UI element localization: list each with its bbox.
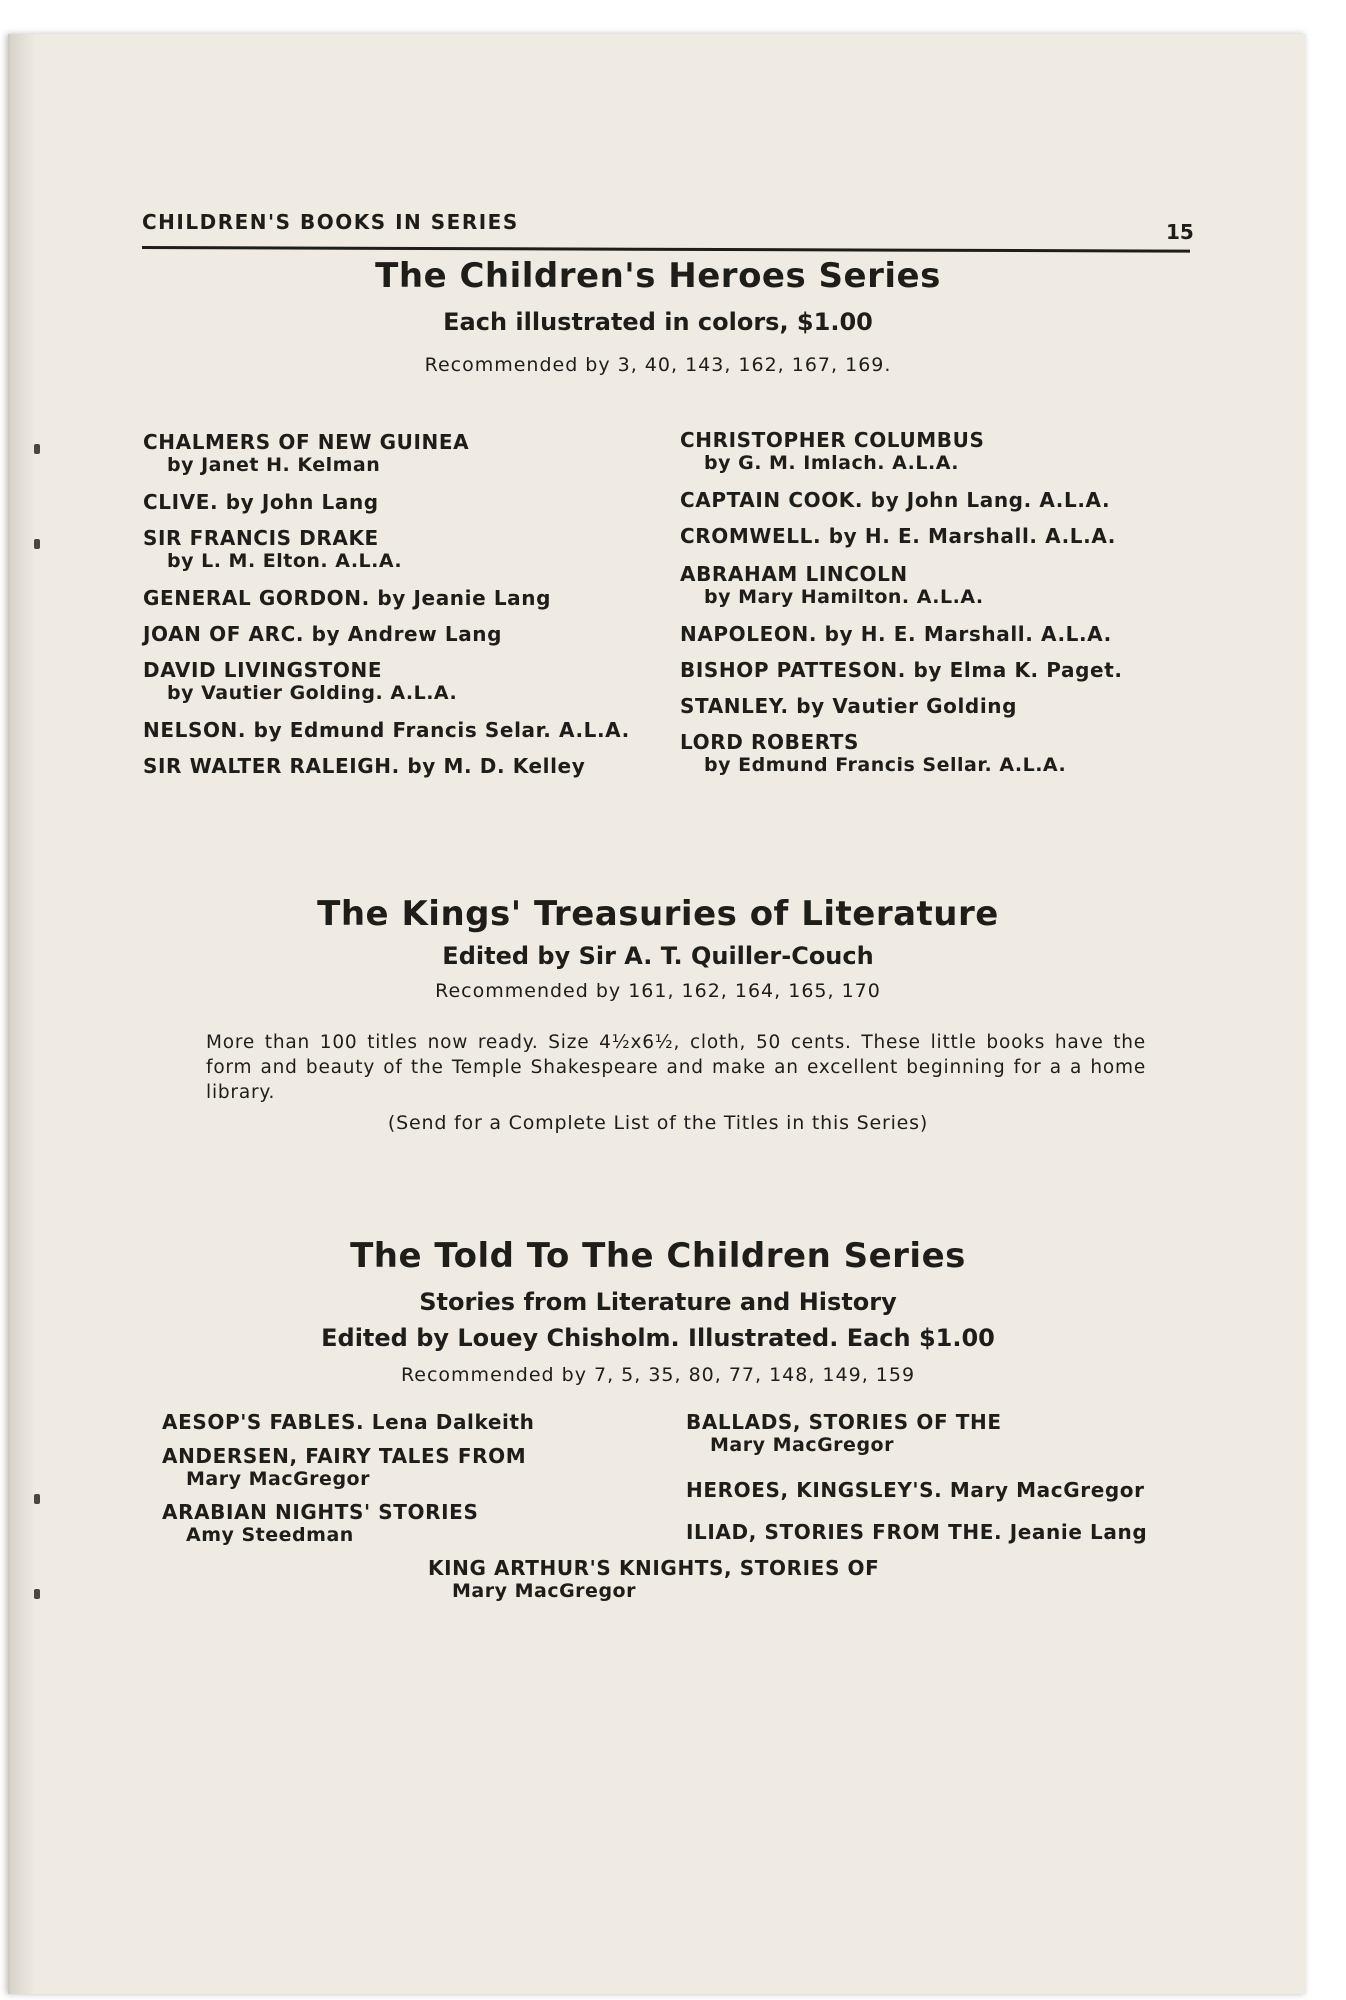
- book-entry: [680, 622, 1112, 646]
- book-title: CHRISTOPHER COLUMBUS: [680, 428, 985, 452]
- book-title: JOAN OF ARC. by Andrew Lang: [143, 622, 503, 646]
- told-subtitle: Stories from Literature and History: [419, 1288, 897, 1316]
- binding-mark: [34, 1494, 40, 1504]
- book-title: LORD ROBERTS: [680, 730, 860, 754]
- book-author: by Janet H. Kelman: [167, 454, 381, 476]
- book-author: by Edmund Francis Sellar. A.L.A.: [704, 754, 1067, 776]
- book-entry: [680, 694, 1017, 718]
- book-entry: [143, 526, 402, 572]
- book-title: DAVID LIVINGSTONE: [143, 658, 383, 682]
- book-title: ABRAHAM LINCOLN: [680, 562, 908, 586]
- book-title: AESOP'S FABLES. Lena Dalkeith: [162, 1410, 535, 1434]
- book-title: NAPOLEON. by H. E. Marshall. A.L.A.: [680, 622, 1112, 646]
- book-title: SIR WALTER RALEIGH. by M. D. Kelley: [143, 754, 586, 778]
- header-rule: [142, 246, 1190, 253]
- page-sheet: [8, 34, 1306, 1994]
- running-head: CHILDREN'S BOOKS IN SERIES: [142, 210, 519, 234]
- book-entry: [680, 428, 984, 474]
- book-author: Mary MacGregor: [186, 1468, 370, 1490]
- book-entry: [162, 1444, 526, 1490]
- book-entry: [680, 730, 1066, 776]
- binding-mark: [34, 539, 40, 549]
- book-entry: [143, 586, 551, 610]
- treasuries-subtitle: Edited by Sir A. T. Quiller-Couch: [442, 942, 874, 970]
- book-entry: [143, 490, 379, 514]
- book-entry: [143, 718, 630, 742]
- page-number: 15: [1166, 220, 1194, 244]
- book-entry: [143, 658, 457, 704]
- book-entry: [162, 1410, 535, 1434]
- book-entry: [680, 488, 1110, 512]
- book-entry: [428, 1556, 879, 1602]
- book-author: by Mary Hamilton. A.L.A.: [704, 586, 984, 608]
- heroes-recommended: Recommended by 3, 40, 143, 162, 167, 169.: [424, 354, 892, 376]
- book-title: CAPTAIN COOK. by John Lang. A.L.A.: [680, 488, 1111, 512]
- treasuries-note: (Send for a Complete List of the Titles in this Series): [387, 1112, 929, 1134]
- book-title: BISHOP PATTESON. by Elma K. Paget.: [680, 658, 1123, 682]
- heroes-subtitle: Each illustrated in colors, $1.00: [443, 308, 873, 336]
- binding-mark: [34, 444, 40, 454]
- book-entry: [680, 562, 984, 608]
- treasuries-description: More than 100 titles now ready. Size 4½x6½, cloth, 50 cents. These little books have the form and beauty of the Temple Shakespeare and make an excellent beginning for a a home library.: [206, 1032, 1146, 1103]
- treasuries-title: The Kings' Treasuries of Literature: [317, 894, 999, 934]
- book-title: ARABIAN NIGHTS' STORIES: [162, 1500, 479, 1524]
- book-title: BALLADS, STORIES OF THE: [686, 1410, 1002, 1434]
- book-entry: [686, 1520, 1147, 1544]
- treasuries-recommended: Recommended by 161, 162, 164, 165, 170: [435, 980, 881, 1002]
- heroes-title: The Children's Heroes Series: [375, 256, 941, 296]
- book-entry: [162, 1500, 478, 1546]
- told-title: The Told To The Children Series: [350, 1236, 966, 1276]
- told-recommended: Recommended by 7, 5, 35, 80, 77, 148, 149, 159: [400, 1364, 916, 1386]
- book-author: by G. M. Imlach. A.L.A.: [704, 452, 959, 474]
- told-editor: Edited by Louey Chisholm. Illustrated. Each $1.00: [321, 1324, 995, 1352]
- book-author: by Vautier Golding. A.L.A.: [167, 682, 458, 704]
- book-entry: [686, 1478, 1145, 1502]
- book-title: KING ARTHUR'S KNIGHTS, STORIES OF: [428, 1556, 880, 1580]
- book-author: Amy Steedman: [186, 1524, 354, 1546]
- book-entry: [143, 622, 502, 646]
- book-title: GENERAL GORDON. by Jeanie Lang: [143, 586, 552, 610]
- book-title: NELSON. by Edmund Francis Selar. A.L.A.: [143, 718, 630, 742]
- book-title: ILIAD, STORIES FROM THE. Jeanie Lang: [686, 1520, 1148, 1544]
- book-entry: [143, 430, 469, 476]
- book-title: HEROES, KINGSLEY'S. Mary MacGregor: [686, 1478, 1145, 1502]
- book-author: Mary MacGregor: [452, 1580, 636, 1602]
- book-entry: [143, 754, 585, 778]
- book-title: STANLEY. by Vautier Golding: [680, 694, 1018, 718]
- book-author: by L. M. Elton. A.L.A.: [167, 550, 403, 572]
- book-entry: [680, 658, 1123, 682]
- binding-mark: [34, 1589, 40, 1599]
- book-title: CLIVE. by John Lang: [143, 490, 379, 514]
- book-title: ANDERSEN, FAIRY TALES FROM: [162, 1444, 527, 1468]
- book-title: CHALMERS OF NEW GUINEA: [143, 430, 470, 454]
- book-title: CROMWELL. by H. E. Marshall. A.L.A.: [680, 524, 1116, 548]
- book-author: Mary MacGregor: [710, 1434, 894, 1456]
- book-title: SIR FRANCIS DRAKE: [143, 526, 379, 550]
- book-entry: [680, 524, 1116, 548]
- book-entry: [686, 1410, 1002, 1456]
